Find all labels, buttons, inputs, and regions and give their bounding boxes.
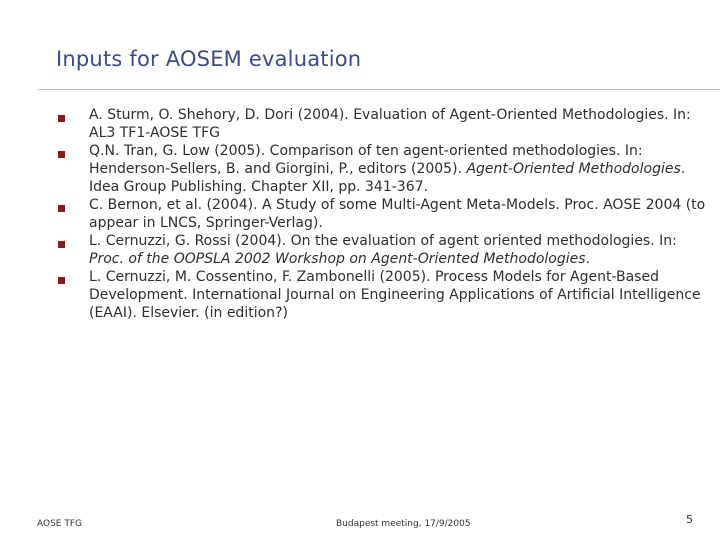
reference-list — [56, 106, 706, 322]
footer-left-label: AOSE TFG — [37, 519, 82, 529]
square-bullet-icon — [58, 205, 65, 212]
reference-text: C. Bernon, et al. (2004). A Study of some Multi-Agent Meta-Models. Proc. AOSE 2004 (to appear in LNCS, Springer-Verlag). — [89, 197, 706, 231]
reference-text: L. Cernuzzi, G. Rossi (2004). On the evaluation of agent oriented methodologies. In: — [89, 233, 677, 249]
list-item — [56, 268, 706, 322]
list-item — [56, 142, 706, 196]
square-bullet-icon — [58, 277, 65, 284]
list-item — [56, 196, 706, 232]
list-item — [56, 106, 706, 142]
slide-title: Inputs for AOSEM evaluation — [56, 47, 362, 71]
square-bullet-icon — [58, 115, 65, 122]
reference-text: Q.N. Tran, G. Low (2005). Comparison of ten agent-oriented methodologies. In: Henderson-Sellers, B. and Giorgini, P., editors (2005). — [89, 143, 643, 177]
list-item — [56, 232, 706, 268]
reference-italic-title: Agent-Oriented Methodologies — [466, 161, 681, 177]
reference-italic-title: Proc. of the OOPSLA 2002 Workshop on Agent-Oriented Methodologies — [89, 251, 586, 267]
page-number: 5 — [686, 513, 693, 526]
title-divider — [38, 89, 720, 90]
reference-text: A. Sturm, O. Shehory, D. Dori (2004). Evaluation of Agent-Oriented Methodologies. In: AL3 TF1-AOSE TFG — [89, 107, 691, 141]
reference-text-end: . — [585, 251, 590, 267]
reference-text-end: . Idea Group Publishing. Chapter XII, pp. 341-367. — [89, 161, 686, 195]
square-bullet-icon — [58, 241, 65, 248]
footer-center-label: Budapest meeting, 17/9/2005 — [336, 519, 471, 529]
square-bullet-icon — [58, 151, 65, 158]
reference-text: L. Cernuzzi, M. Cossentino, F. Zambonelli (2005). Process Models for Agent-Based Development. International Journal on Engineering Applications of Artificial Intelligence (EAAI). Elsevier. (in edition?) — [89, 269, 701, 321]
